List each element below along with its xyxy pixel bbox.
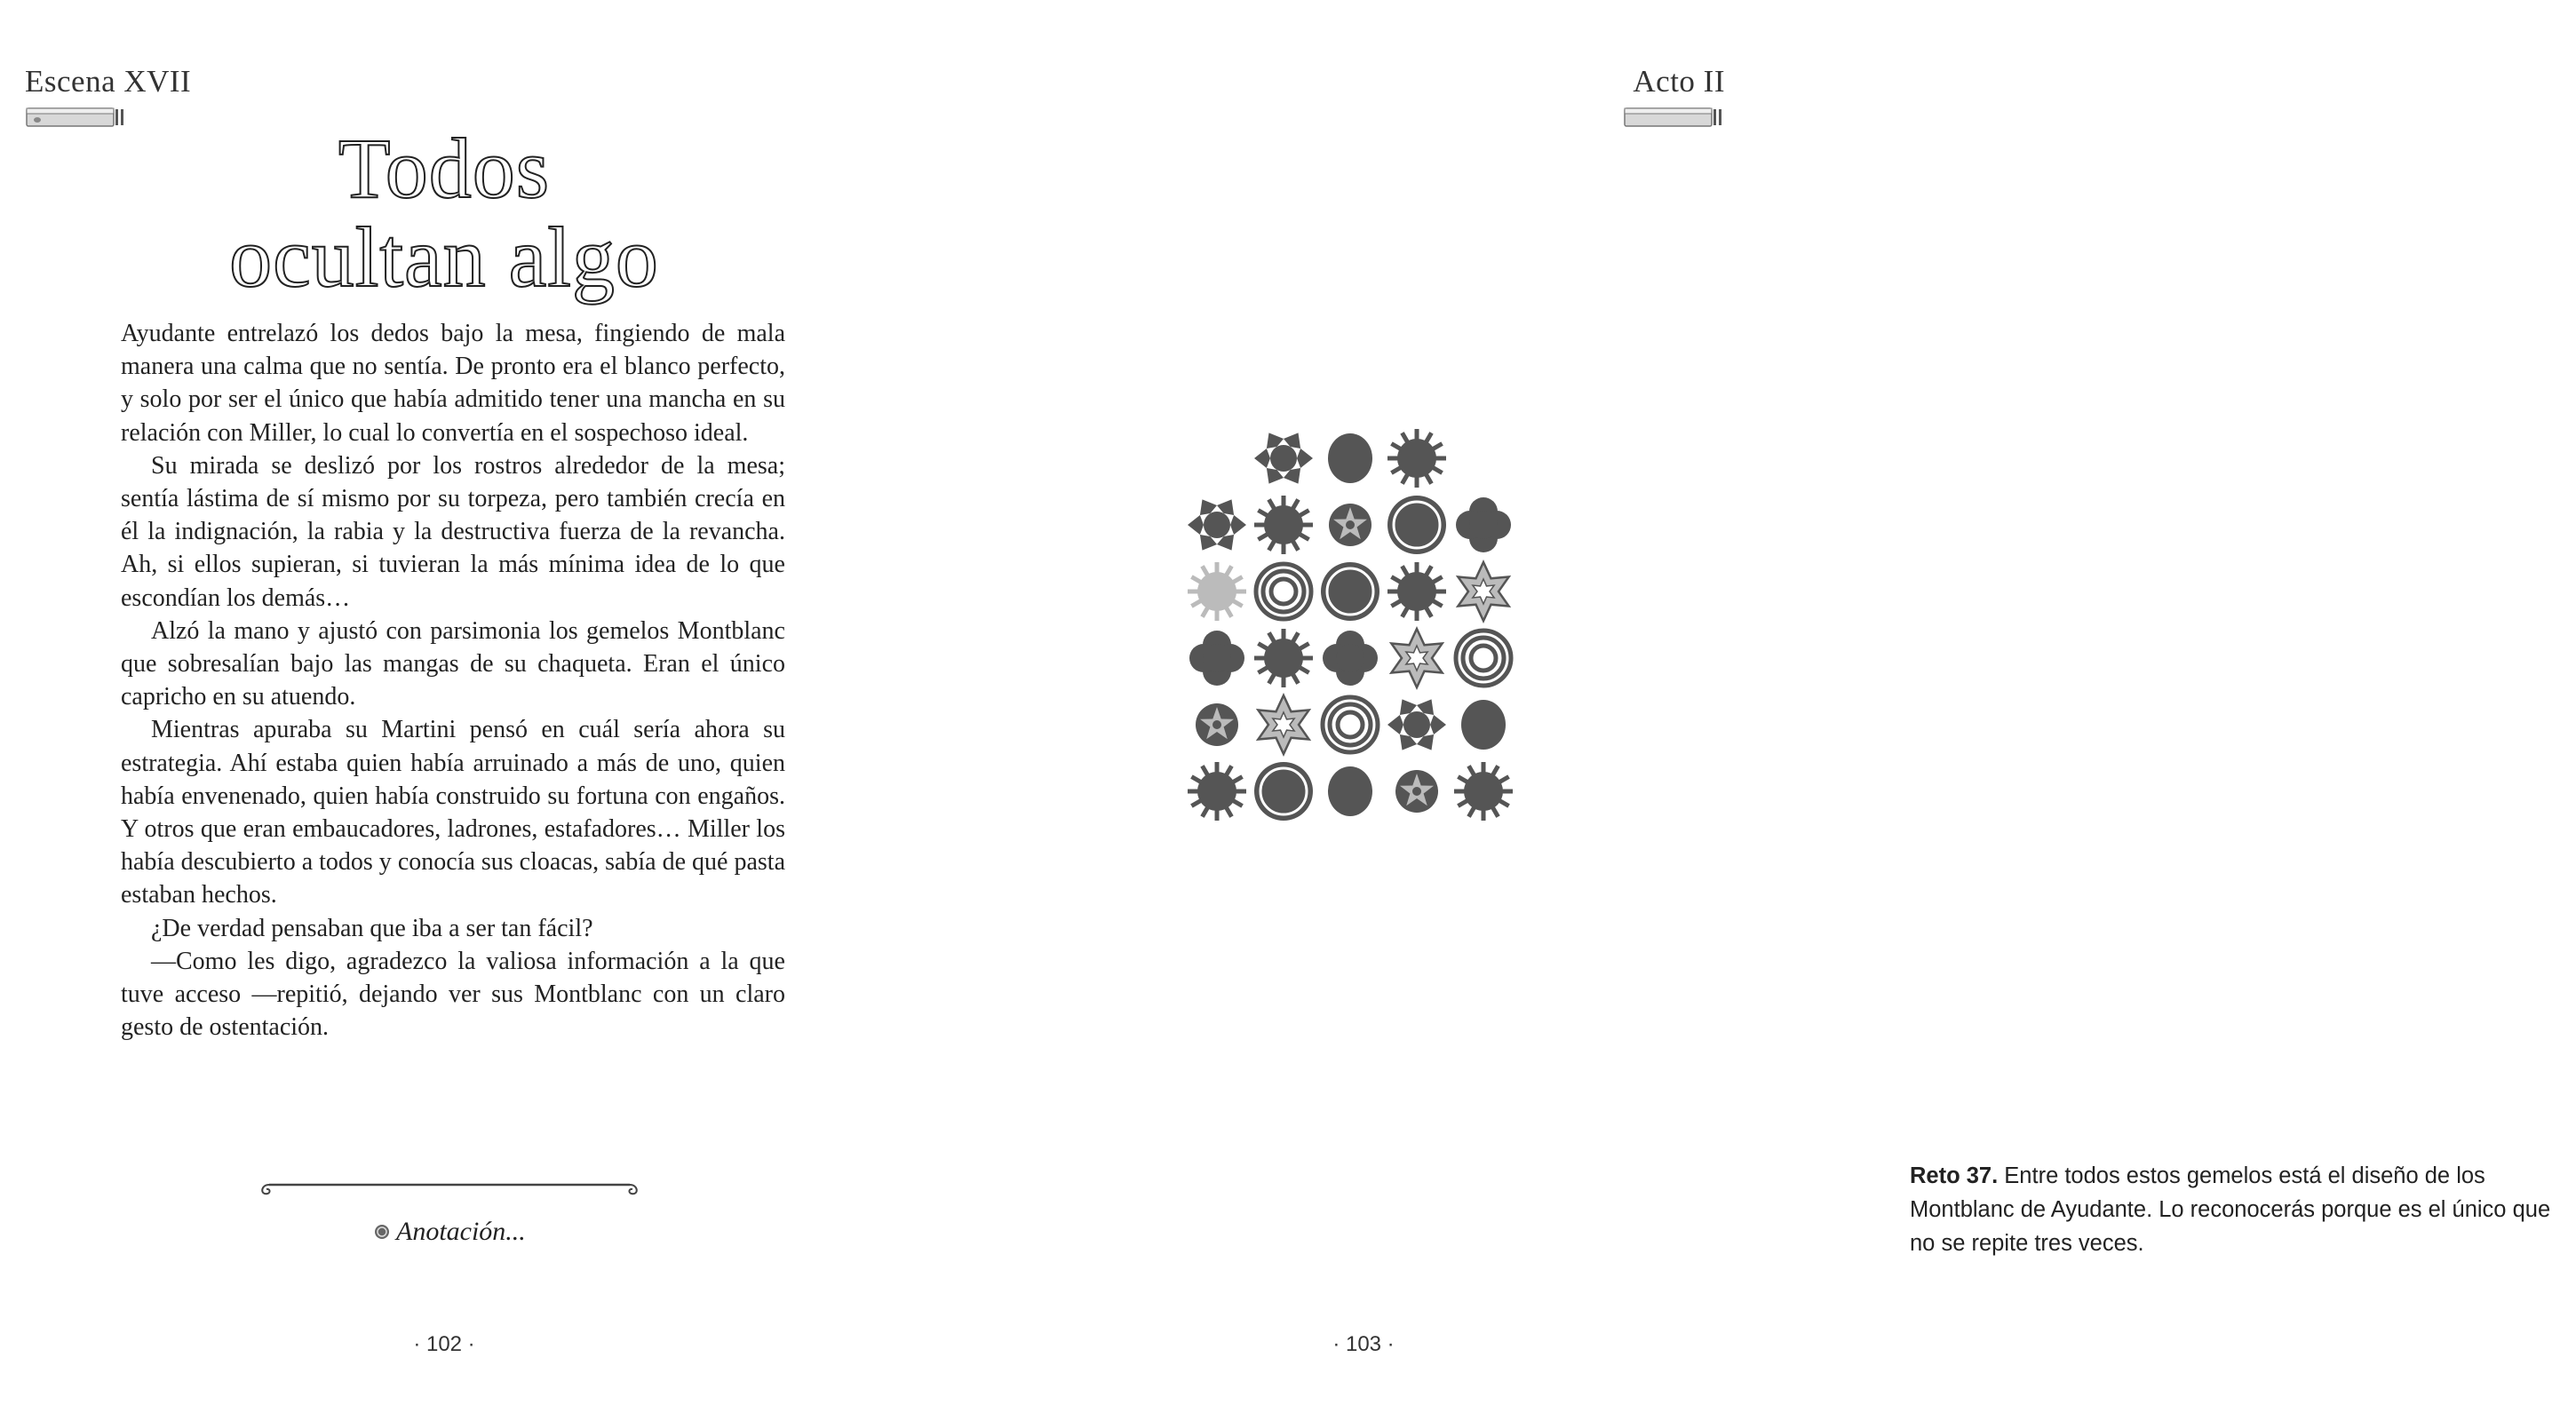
book-icon bbox=[25, 105, 127, 131]
cufflink-blob bbox=[1328, 433, 1372, 483]
cufflink-hex-star bbox=[1188, 499, 1246, 550]
paragraph: Alzó la mano y ajustó con parsimonia los gemelos Montblanc que sobresalían bajo las mangas de su chaqueta. Eran el único capricho en su atuendo. bbox=[121, 616, 785, 711]
cufflink-blob bbox=[1328, 766, 1372, 816]
cufflink-ring-double bbox=[1387, 496, 1446, 554]
cufflink-ring-triple bbox=[1323, 697, 1378, 752]
title-line-2: ocultan algo bbox=[229, 210, 659, 305]
cufflink-star-outline bbox=[1391, 629, 1442, 687]
page-number-left: · 102 · bbox=[413, 1332, 475, 1356]
cufflink-sun bbox=[1387, 562, 1446, 621]
cufflink-star-outline bbox=[1258, 695, 1308, 754]
body-text bbox=[121, 317, 785, 1044]
running-head-scene: Escena XVII bbox=[25, 64, 192, 99]
challenge-label: Reto 37. bbox=[1910, 1163, 1999, 1188]
cufflink-star-small bbox=[1395, 770, 1438, 813]
decorative-rule bbox=[258, 1179, 640, 1199]
cufflink-sun bbox=[1188, 762, 1246, 821]
cufflink-ring-triple bbox=[1256, 564, 1311, 619]
annotation-label bbox=[373, 1217, 526, 1247]
cufflink-star-small bbox=[1329, 504, 1371, 546]
paragraph: ¿De verdad pensaban que iba a ser tan fácil? bbox=[151, 914, 593, 942]
cufflink-hex-star bbox=[1387, 699, 1446, 750]
cufflink-star-small bbox=[1196, 703, 1238, 746]
book-icon bbox=[1623, 105, 1725, 131]
paragraph: —Como les digo, agradezco la valiosa información a la que tuve acceso —repitió, dejando ver sus Montblanc con un claro gesto de ostentación. bbox=[121, 947, 785, 1042]
cufflink-quatrefoil bbox=[1323, 631, 1378, 686]
cufflink-sun bbox=[1254, 629, 1313, 687]
cufflink-puzzle bbox=[1181, 426, 1519, 835]
cufflink-sun bbox=[1454, 762, 1513, 821]
cufflink-blob bbox=[1461, 700, 1506, 750]
running-head-act: Acto II bbox=[1633, 64, 1725, 99]
challenge-body: Entre todos estos gemelos está el diseño de los Montblanc de Ayudante. Lo reconocerás porque es el único que no se repite tres veces. bbox=[1910, 1163, 2551, 1256]
cufflink-ring-double bbox=[1321, 562, 1379, 621]
cufflink-quatrefoil bbox=[1456, 497, 1511, 552]
annotation-text: Anotación... bbox=[396, 1217, 526, 1246]
page-number-right: · 103 · bbox=[1332, 1332, 1395, 1356]
cufflink-ring-double bbox=[1254, 762, 1313, 821]
left-page bbox=[0, 0, 888, 1413]
cufflink-sun bbox=[1254, 496, 1313, 554]
cufflink-quatrefoil bbox=[1189, 631, 1244, 686]
cufflink-sun-light bbox=[1188, 562, 1246, 621]
cufflink-icon bbox=[373, 1223, 391, 1241]
paragraph: Mientras apuraba su Martini pensó en cuál sería ahora su estrategia. Ahí estaba quien había arruinado a más de uno, quien había envenenado, quien había construido su fortuna con engaños. Y otros que eran embaucadores, ladrones, estafadores… Miller los había descubierto a todos y conocía sus cloacas, sabía de qué pasta estaban hechos. bbox=[121, 716, 785, 909]
cufflink-star-outline bbox=[1458, 562, 1508, 621]
cufflink-ring-triple bbox=[1456, 631, 1511, 686]
chapter-title bbox=[182, 121, 706, 305]
challenge-text bbox=[1910, 1159, 2576, 1260]
paragraph: Su mirada se deslizó por los rostros alrededor de la mesa; sentía lástima de sí mismo por su torpeza, pero también crecía en él la indignación, la rabia y la destructiva fuerza de la revancha. Ah, si ellos supieran, si tuvieran la más mínima idea de lo que escondían los demás… bbox=[121, 451, 785, 612]
cufflink-hex-star bbox=[1254, 433, 1313, 483]
paragraph: Ayudante entrelazó los dedos bajo la mesa, fingiendo de mala manera una calma que no sentía. De pronto era el blanco perfecto, y solo por ser el único que había admitido tener una mancha en su relación con Miller, lo cual lo convertía en el sospechoso ideal. bbox=[121, 320, 785, 447]
cufflink-sun bbox=[1387, 429, 1446, 488]
title-line-1: Todos bbox=[338, 121, 551, 216]
